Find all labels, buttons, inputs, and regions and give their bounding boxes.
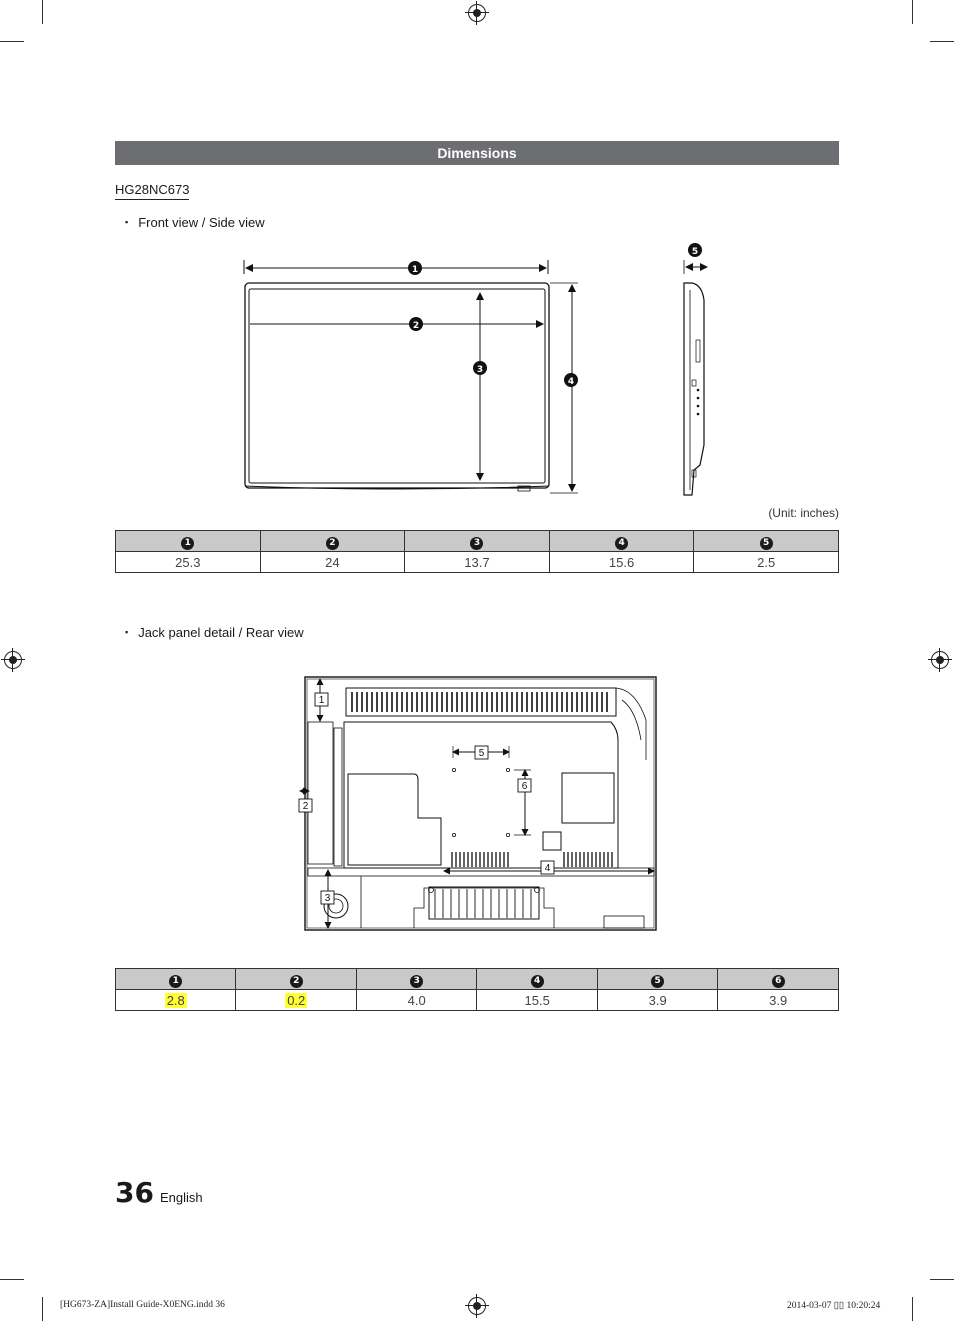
table-header-cell [260, 531, 405, 552]
front-view-diagram [230, 240, 590, 505]
table-header-cell [694, 531, 839, 552]
crop-mark [0, 41, 24, 42]
rear-dimensions-table [115, 968, 839, 1011]
table-cell: 15.5 [477, 990, 597, 1011]
side-view-diagram [670, 240, 720, 505]
callout-number: 5 [651, 975, 664, 988]
svg-text:1: 1 [318, 695, 325, 706]
footer-filename: [HG673-ZA]Install Guide-X0ENG.indd 36 [60, 1300, 225, 1310]
front-dimensions-table [115, 530, 839, 573]
table-cell: 25.3 [116, 552, 261, 573]
table-row [116, 990, 839, 1011]
page-number: 36 [115, 1176, 154, 1209]
callout-4 [564, 373, 578, 387]
rear-callout-3 [321, 891, 334, 904]
table-cell: 15.6 [549, 552, 694, 573]
table-header-cell [236, 969, 356, 990]
table-cell [236, 990, 356, 1011]
registration-mark-icon [931, 651, 949, 669]
rear-callout-2 [299, 799, 312, 812]
table-cell [116, 990, 236, 1011]
highlighted-value: 0.2 [287, 992, 306, 1008]
crop-mark [42, 1297, 43, 1321]
callout-number: 2 [326, 537, 339, 550]
registration-mark-icon [468, 1297, 486, 1315]
table-header-row [116, 531, 839, 552]
svg-text:6: 6 [521, 781, 528, 792]
table-header-cell [718, 969, 839, 990]
callout-number: 1 [181, 537, 194, 550]
unit-label: (Unit: inches) [768, 506, 839, 520]
svg-text:2: 2 [412, 321, 420, 331]
callout-number: 4 [615, 537, 628, 550]
callout-2 [409, 317, 423, 331]
rear-callout-6 [518, 779, 531, 792]
page-language: English [160, 1190, 203, 1205]
table-cell: 4.0 [356, 990, 476, 1011]
table-header-cell [597, 969, 717, 990]
table-cell: 24 [260, 552, 405, 573]
table-header-cell [477, 969, 597, 990]
svg-text:4: 4 [544, 863, 551, 874]
table-cell: 3.9 [718, 990, 839, 1011]
callout-number: 4 [531, 975, 544, 988]
crop-mark [912, 1297, 913, 1321]
crop-mark [912, 0, 913, 24]
rear-callout-4 [541, 861, 554, 874]
callout-number: 6 [772, 975, 785, 988]
callout-number: 3 [470, 537, 483, 550]
rear-callout-5 [475, 746, 488, 759]
section-title: Dimensions [115, 141, 839, 165]
crop-mark [930, 1279, 954, 1280]
callout-number: 5 [760, 537, 773, 550]
svg-text:1: 1 [411, 265, 419, 275]
svg-text:5: 5 [478, 748, 485, 759]
callout-3 [473, 361, 487, 375]
table-cell: 2.5 [694, 552, 839, 573]
table-header-cell [549, 531, 694, 552]
callout-number: 3 [410, 975, 423, 988]
svg-text:5: 5 [691, 247, 699, 257]
table-header-cell [405, 531, 550, 552]
rear-callout-1 [315, 693, 328, 706]
svg-text:3: 3 [476, 365, 484, 375]
rear-bullet: ▪ Jack panel detail / Rear view [125, 625, 304, 640]
callout-5 [688, 243, 702, 257]
table-header-row [116, 969, 839, 990]
table-header-cell [116, 531, 261, 552]
table-header-cell [116, 969, 236, 990]
registration-mark-icon [468, 4, 486, 22]
callout-number: 1 [169, 975, 182, 988]
footer-timestamp: 2014-03-07 ▯▯ 10:20:24 [787, 1301, 881, 1311]
crop-mark [42, 0, 43, 24]
crop-mark [930, 41, 954, 42]
model-name: HG28NC673 [115, 182, 189, 200]
callout-number: 2 [290, 975, 303, 988]
crop-mark [0, 1279, 24, 1280]
table-cell: 13.7 [405, 552, 550, 573]
table-row [116, 552, 839, 573]
registration-mark-icon [4, 651, 22, 669]
front-side-bullet: ▪ Front view / Side view [125, 215, 265, 230]
table-cell: 3.9 [597, 990, 717, 1011]
svg-text:3: 3 [324, 893, 331, 904]
callout-1 [408, 261, 422, 275]
svg-text:2: 2 [302, 801, 309, 812]
highlighted-value: 2.8 [166, 992, 185, 1008]
svg-text:4: 4 [567, 377, 575, 387]
rear-view-diagram [296, 670, 664, 938]
table-header-cell [356, 969, 476, 990]
